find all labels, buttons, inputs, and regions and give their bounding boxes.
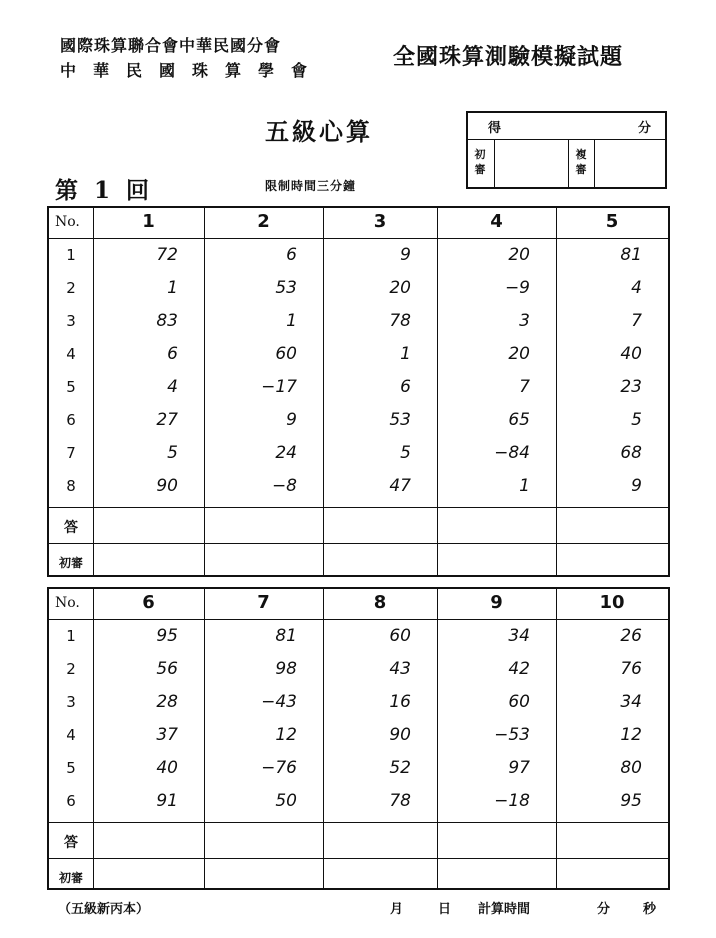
row-number: 2 — [66, 660, 76, 678]
problem-value: 60 — [389, 626, 411, 646]
problem-value: 43 — [389, 659, 411, 679]
no-label: No. — [55, 595, 80, 611]
time-limit: 限制時間三分鐘 — [265, 179, 357, 193]
divider — [494, 139, 495, 187]
row-number: 6 — [66, 792, 76, 810]
problem-value: −53 — [494, 725, 530, 745]
no-label: No. — [55, 214, 80, 230]
column-number: 1 — [142, 211, 155, 232]
problem-value: 60 — [508, 692, 530, 712]
review-label: 初審 — [58, 871, 83, 885]
row-number: 4 — [66, 726, 76, 744]
problem-value: 1 — [519, 476, 530, 496]
score-row — [468, 113, 665, 140]
score-box — [466, 111, 667, 189]
problem-value: 24 — [275, 443, 297, 463]
problem-value: 1 — [400, 344, 411, 364]
second-label: 秒 — [643, 902, 657, 917]
answer-row-divider — [49, 822, 668, 823]
problem-value: 20 — [508, 245, 530, 265]
problem-value: 72 — [156, 245, 178, 265]
problem-value: −18 — [494, 791, 530, 811]
problem-value: 56 — [156, 659, 178, 679]
problem-value: 9 — [400, 245, 411, 265]
problem-value: 78 — [389, 791, 411, 811]
problem-value: 40 — [620, 344, 642, 364]
answer-row-divider — [49, 507, 668, 508]
score-unit: 分 — [637, 121, 651, 136]
score-label: 得 — [488, 121, 502, 136]
problem-value: 12 — [275, 725, 297, 745]
review-row-divider — [49, 543, 668, 544]
problem-value: 5 — [167, 443, 178, 463]
problem-value: −43 — [261, 692, 297, 712]
column-number: 10 — [599, 592, 625, 613]
problem-value: 91 — [156, 791, 178, 811]
day-label: 日 — [438, 902, 452, 917]
problem-value: 90 — [156, 476, 178, 496]
problem-value: 26 — [620, 626, 642, 646]
problem-value: 27 — [156, 410, 178, 430]
row-number: 7 — [66, 444, 76, 462]
row-number: 1 — [66, 627, 76, 645]
problem-value: 81 — [275, 626, 297, 646]
problem-value: 6 — [167, 344, 178, 364]
row-number: 6 — [66, 411, 76, 429]
problem-value: 4 — [167, 377, 178, 397]
calc-time-label: 計算時間 — [478, 902, 531, 917]
problem-value: 83 — [156, 311, 178, 331]
row-number: 5 — [66, 759, 76, 777]
problem-value: 53 — [389, 410, 411, 430]
problem-value: −76 — [261, 758, 297, 778]
row-number: 3 — [66, 312, 76, 330]
row-number: 3 — [66, 693, 76, 711]
row-number: 4 — [66, 345, 76, 363]
minute-label: 分 — [597, 902, 611, 917]
divider — [568, 139, 569, 187]
column-number: 6 — [142, 592, 155, 613]
problem-value: 6 — [286, 245, 297, 265]
month-label: 月 — [390, 902, 404, 917]
problem-table-2 — [47, 587, 670, 890]
edition-label: （五級新丙本） — [58, 902, 150, 917]
column-number: 7 — [257, 592, 270, 613]
row-number: 2 — [66, 279, 76, 297]
problem-value: 28 — [156, 692, 178, 712]
problem-value: 20 — [508, 344, 530, 364]
first-review-label: 初 審 — [474, 148, 486, 176]
review-label: 初審 — [58, 556, 83, 570]
problem-value: 81 — [620, 245, 642, 265]
org-line-1: 國際珠算聯合會中華民國分會 — [60, 36, 282, 55]
problem-value: 95 — [620, 791, 642, 811]
column-number: 3 — [373, 211, 387, 232]
org-line-2: 中華民國珠算學會 — [60, 61, 325, 80]
problem-value: 40 — [156, 758, 178, 778]
problem-value: 3 — [519, 311, 530, 331]
problem-value: 42 — [508, 659, 530, 679]
problem-value: 7 — [519, 377, 530, 397]
problem-value: 76 — [620, 659, 642, 679]
problem-value: 34 — [620, 692, 642, 712]
problem-value: −84 — [494, 443, 530, 463]
second-review-label: 複 審 — [575, 148, 587, 176]
row-number: 5 — [66, 378, 76, 396]
problem-value: 95 — [156, 626, 178, 646]
problem-value: 53 — [275, 278, 297, 298]
problem-value: −17 — [261, 377, 297, 397]
round-label: 第 1 回 — [55, 177, 154, 204]
row-number: 8 — [66, 477, 76, 495]
column-number: 2 — [257, 211, 270, 232]
problem-value: 97 — [508, 758, 530, 778]
problem-value: 9 — [631, 476, 642, 496]
sub-title: 五級心算 — [265, 117, 373, 146]
problem-value: 7 — [631, 311, 642, 331]
problem-value: 80 — [620, 758, 642, 778]
problem-value: 90 — [389, 725, 411, 745]
column-number: 9 — [490, 592, 503, 613]
problem-value: 20 — [389, 278, 411, 298]
answer-label: 答 — [64, 520, 78, 536]
problem-value: 1 — [286, 311, 297, 331]
column-number: 5 — [605, 211, 619, 232]
problem-value: 1 — [167, 278, 178, 298]
problem-value: 16 — [389, 692, 411, 712]
problem-value: 65 — [508, 410, 530, 430]
problem-value: 47 — [389, 476, 411, 496]
problem-value: 4 — [631, 278, 642, 298]
review-row-divider — [49, 858, 668, 859]
problem-value: −9 — [504, 278, 530, 298]
answer-label: 答 — [64, 835, 78, 851]
exam-title: 全國珠算測驗模擬試題 — [393, 44, 624, 70]
problem-value: 34 — [508, 626, 530, 646]
column-number: 8 — [373, 592, 387, 613]
divider — [594, 139, 595, 187]
problem-value: 68 — [620, 443, 642, 463]
problem-value: −8 — [271, 476, 297, 496]
problem-value: 5 — [631, 410, 642, 430]
problem-value: 23 — [620, 377, 642, 397]
problem-table-1 — [47, 206, 670, 577]
problem-value: 50 — [275, 791, 297, 811]
problem-value: 98 — [275, 659, 297, 679]
problem-value: 5 — [400, 443, 411, 463]
problem-value: 60 — [275, 344, 297, 364]
problem-value: 78 — [389, 311, 411, 331]
problem-value: 9 — [286, 410, 297, 430]
problem-value: 52 — [389, 758, 411, 778]
column-number: 4 — [490, 211, 503, 232]
problem-value: 6 — [400, 377, 411, 397]
problem-value: 37 — [156, 725, 178, 745]
problem-value: 12 — [620, 725, 642, 745]
row-number: 1 — [66, 246, 76, 264]
